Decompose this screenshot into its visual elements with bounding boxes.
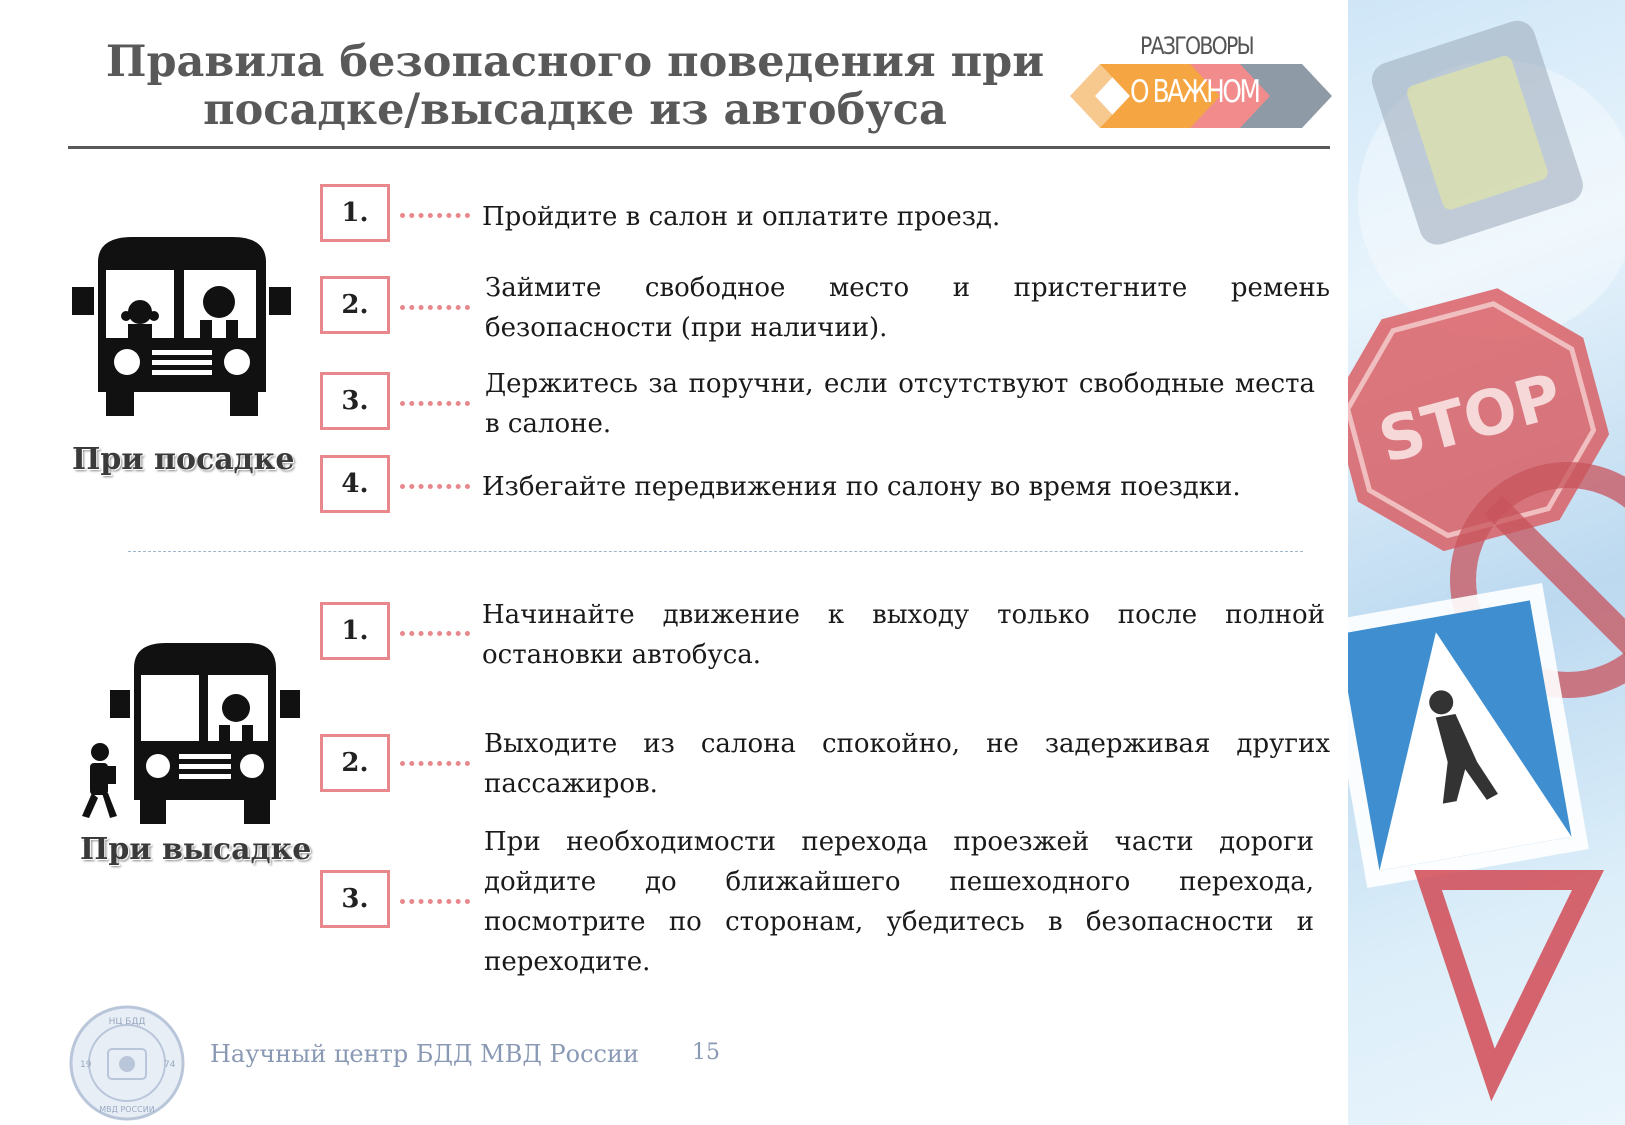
title-line-2: посадке/высадке из автобуса (203, 85, 947, 135)
boarding-step-1-number: 1. (320, 184, 390, 242)
footer-organization: Научный центр БДД МВД России (210, 1040, 639, 1068)
road-signs-illustration (1348, 0, 1625, 1125)
exiting-step-3-number: 3. (320, 870, 390, 928)
seal-year-right: 74 (164, 1060, 176, 1070)
road-signs-panel (1348, 0, 1625, 1125)
brand-title-top: РАЗГОВОРЫ (1140, 32, 1253, 60)
boarding-step-3-connector (400, 401, 470, 406)
boarding-step-4-connector (400, 484, 470, 489)
seal-year-left: 19 (80, 1060, 92, 1070)
boarding-step-1-text: Пройдите в салон и оплатите проезд. (482, 202, 1001, 232)
exiting-step-2-text: Выходите из салона спокойно, не задерживая других пассажиров. (484, 729, 1330, 799)
exiting-step-2-number: 2. (320, 734, 390, 792)
bus-boarding-icon (72, 232, 292, 432)
boarding-caption: При посадке (72, 442, 295, 477)
exiting-step-3-text: При необходимости перехода проезжей части дороги дойдите до ближайшего пешеходного перехода, посмотрите по сторонам, убедитесь в безопасности и переходите. (484, 827, 1314, 977)
seal-text-top: НЦ БДД (108, 1017, 146, 1027)
brand-title-main: О ВАЖНОМ (1130, 74, 1259, 110)
bus-exiting-icon (76, 640, 306, 840)
stop-sign-text: STOP (1371, 359, 1570, 478)
warning-triangle-icon (1428, 880, 1588, 1075)
title-divider (68, 146, 1330, 149)
title-line-1: Правила безопасного поведения при (105, 37, 1045, 87)
exiting-step-1-text: Начинайте движение к выходу только после полной остановки автобуса. (482, 600, 1325, 670)
exiting-step-3-connector (400, 899, 470, 904)
boarding-step-3-number: 3. (320, 372, 390, 430)
boarding-step-2-number: 2. (320, 276, 390, 334)
organization-seal-logo (68, 1004, 186, 1122)
boarding-step-2-connector (400, 305, 470, 310)
page-number: 15 (692, 1040, 720, 1065)
boarding-step-1-connector (400, 213, 470, 218)
exiting-step-1-number: 1. (320, 602, 390, 660)
boarding-step-2-text: Займите свободное место и пристегните ремень безопасности (при наличии). (485, 273, 1330, 343)
exiting-step-2-connector (400, 761, 470, 766)
seal-text-bottom: МВД РОССИИ (99, 1105, 155, 1114)
exiting-caption: При высадке (80, 832, 312, 867)
boarding-step-3-text: Держитесь за поручни, если отсутствуют свободные места в салоне. (485, 369, 1315, 439)
section-divider (128, 551, 1303, 552)
boarding-step-4-number: 4. (320, 455, 390, 513)
boarding-step-4-text: Избегайте передвижения по салону во время поездки. (482, 472, 1241, 502)
brand-logo (1070, 32, 1340, 132)
page-title (60, 38, 1090, 134)
exiting-step-1-connector (400, 631, 470, 636)
